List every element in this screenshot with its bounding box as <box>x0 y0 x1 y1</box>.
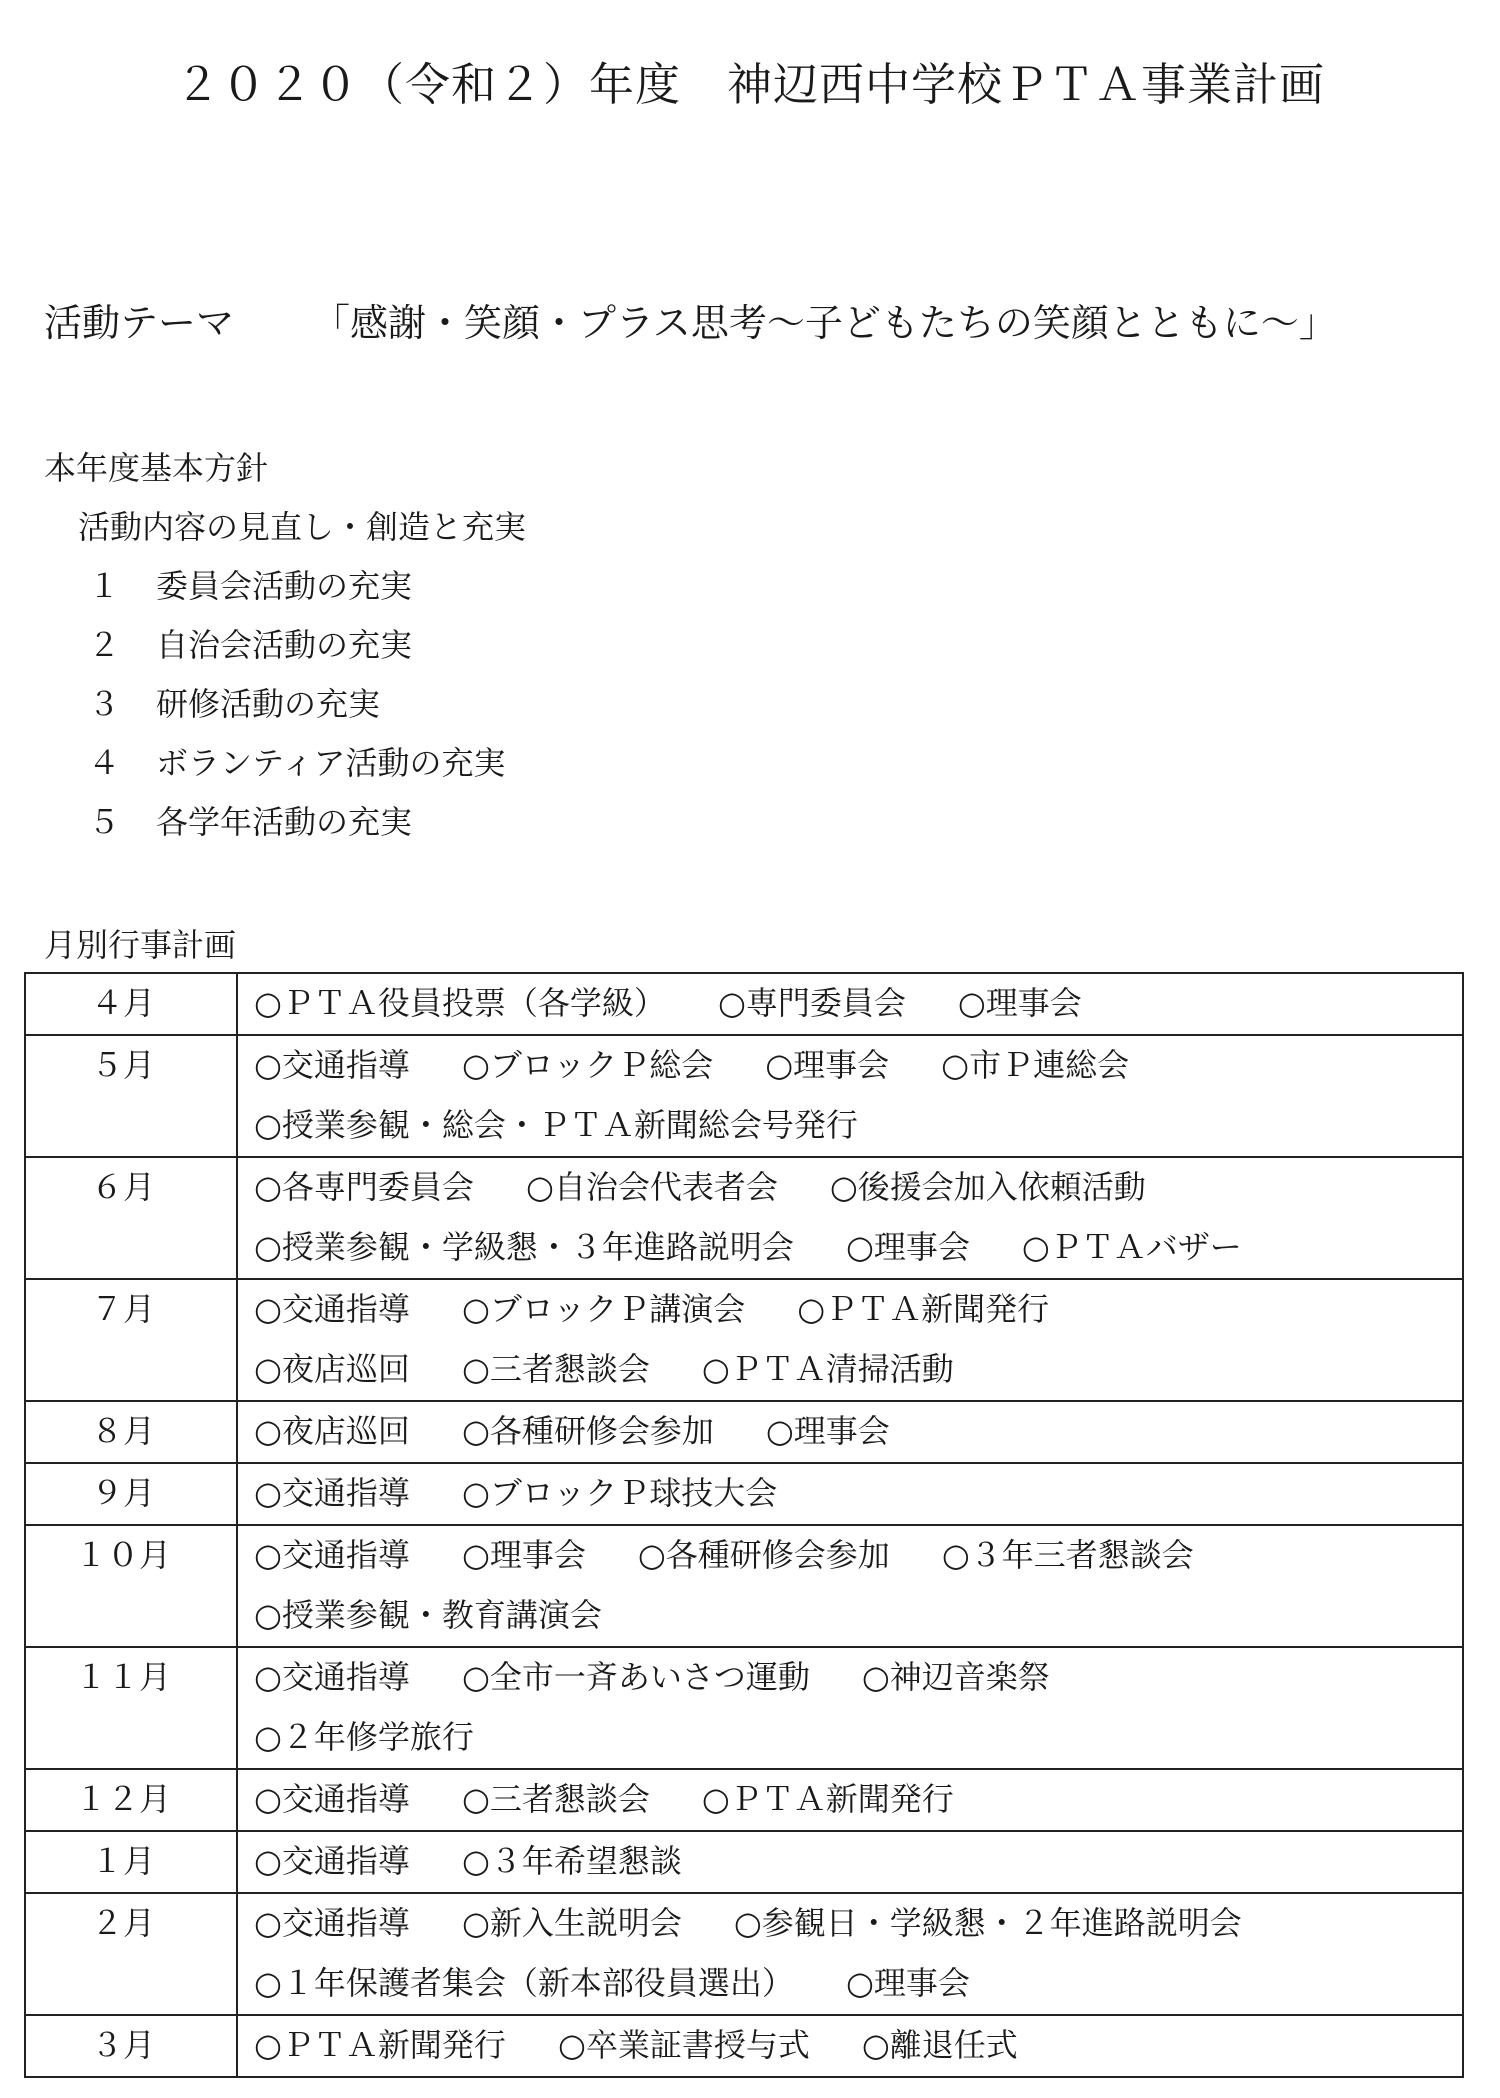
event-item: ○新入生説明会 <box>461 1904 682 1942</box>
event-line <box>254 974 1462 1034</box>
event-item: ○ＰＴＡ役員投票（各学級） <box>254 984 666 1022</box>
policy-item <box>44 625 526 684</box>
monthly-plan-heading: 月別行事計画 <box>44 926 237 964</box>
month-row <box>25 1769 1463 1831</box>
activity-theme <box>44 292 1337 347</box>
event-item: ○ＰＴＡ清掃活動 <box>701 1350 954 1388</box>
event-line <box>254 1648 1462 1708</box>
theme-label: 活動テーマ <box>44 301 235 345</box>
event-item: ○各専門委員会 <box>254 1168 474 1206</box>
event-item: ○交通指導 <box>254 1290 410 1328</box>
policy-item-text: 各学年活動の充実 <box>156 803 413 841</box>
event-item: ○卒業証書授与式 <box>557 2026 810 2064</box>
policy-item-number: ３ <box>88 685 121 723</box>
policy-item <box>44 743 526 802</box>
document-title: ２０２０（令和２）年度 神辺西中学校ＰＴＡ事業計画 <box>174 58 1325 111</box>
policy-item <box>44 802 526 861</box>
theme-text: 「感謝・笑顔・プラス思考～子どもたちの笑顔とともに～」 <box>312 301 1337 345</box>
event-line <box>254 1036 1462 1096</box>
policy-item-text: 研修活動の充実 <box>156 685 381 723</box>
event-line <box>254 1586 1462 1646</box>
event-item: ○交通指導 <box>254 1046 410 1084</box>
event-item: ○参観日・学級懇・２年進路説明会 <box>733 1904 1242 1942</box>
policy-item-number: ２ <box>88 626 121 664</box>
month-row <box>25 1035 1463 1157</box>
event-item: ○授業参観・学級懇・３年進路説明会 <box>254 1228 794 1266</box>
month-label: １０月 <box>25 1525 237 1647</box>
event-item: ○三者懇談会 <box>461 1350 650 1388</box>
month-row <box>25 1647 1463 1769</box>
monthly-events-table <box>24 972 1464 2078</box>
event-item: ○交通指導 <box>254 1780 410 1818</box>
policy-item-number: ４ <box>88 744 121 782</box>
event-item: ○各種研修会参加 <box>461 1412 714 1450</box>
month-label: １１月 <box>25 1647 237 1769</box>
event-item: ○交通指導 <box>254 1842 410 1880</box>
event-item: ○ブロックＰ総会 <box>461 1046 714 1084</box>
event-line <box>254 1526 1462 1586</box>
event-item: ○３年希望懇談 <box>461 1842 682 1880</box>
event-item: ○理事会 <box>765 1046 890 1084</box>
event-item: ○２年修学旅行 <box>254 1718 474 1756</box>
month-row <box>25 1279 1463 1401</box>
event-line <box>254 1708 1462 1768</box>
month-label: １２月 <box>25 1769 237 1831</box>
event-item: ○交通指導 <box>254 1536 410 1574</box>
event-item: ○ＰＴＡ新聞発行 <box>797 1290 1050 1328</box>
event-item: ○理事会 <box>845 1228 970 1266</box>
month-events <box>237 1035 1463 1157</box>
month-label: ７月 <box>25 1279 237 1401</box>
policy-item-number: ５ <box>88 803 121 841</box>
month-row <box>25 1893 1463 2015</box>
event-item: ○夜店巡回 <box>254 1412 410 1450</box>
event-item: ○ＰＴＡバザー <box>1021 1228 1242 1266</box>
event-item: ○ブロックＰ講演会 <box>461 1290 746 1328</box>
event-item: ○１年保護者集会（新本部役員選出） <box>254 1964 794 2002</box>
month-label: ６月 <box>25 1157 237 1279</box>
event-item: ○交通指導 <box>254 1474 410 1512</box>
policy-heading: 本年度基本方針 <box>44 449 269 487</box>
policy-item-number: １ <box>88 567 121 605</box>
month-row <box>25 1525 1463 1647</box>
month-row <box>25 2015 1463 2077</box>
event-line <box>254 1954 1462 2014</box>
event-line <box>254 2016 1462 2076</box>
event-line <box>254 1340 1462 1400</box>
month-events <box>237 1647 1463 1769</box>
event-item: ○理事会 <box>845 1964 970 2002</box>
event-line <box>254 1218 1462 1278</box>
month-events <box>237 2015 1463 2077</box>
event-item: ○市Ｐ連総会 <box>941 1046 1130 1084</box>
event-item: ○全市一斉あいさつ運動 <box>461 1658 810 1696</box>
event-item: ○３年三者懇談会 <box>941 1536 1194 1574</box>
event-item: ○専門委員会 <box>717 984 906 1022</box>
month-row <box>25 1463 1463 1525</box>
month-events <box>237 1401 1463 1463</box>
month-events <box>237 973 1463 1035</box>
month-label: ４月 <box>25 973 237 1035</box>
month-label: ２月 <box>25 1893 237 2015</box>
month-events <box>237 1769 1463 1831</box>
month-label: ８月 <box>25 1401 237 1463</box>
month-events <box>237 1525 1463 1647</box>
basic-policy <box>44 448 526 861</box>
event-item: ○授業参観・教育講演会 <box>254 1596 602 1634</box>
event-line <box>254 1280 1462 1340</box>
month-row <box>25 973 1463 1035</box>
month-events <box>237 1463 1463 1525</box>
event-item: ○自治会代表者会 <box>525 1168 778 1206</box>
policy-item-text: ボランティア活動の充実 <box>156 744 506 782</box>
policy-item-text: 委員会活動の充実 <box>156 567 413 605</box>
event-item: ○ＰＴＡ新聞発行 <box>254 2026 506 2064</box>
month-label: １月 <box>25 1831 237 1893</box>
event-item: ○夜店巡回 <box>254 1350 410 1388</box>
month-row <box>25 1157 1463 1279</box>
event-item: ○後援会加入依頼活動 <box>829 1168 1146 1206</box>
event-item: ○ブロックＰ球技大会 <box>461 1474 778 1512</box>
events-table-body <box>25 973 1463 2077</box>
event-line <box>254 1770 1462 1830</box>
event-line <box>254 1832 1462 1892</box>
event-item: ○理事会 <box>765 1412 890 1450</box>
event-item: ○各種研修会参加 <box>637 1536 890 1574</box>
event-line <box>254 1894 1462 1954</box>
event-line <box>254 1096 1462 1156</box>
event-item: ○離退任式 <box>861 2026 1018 2064</box>
event-item: ○理事会 <box>957 984 1082 1022</box>
event-line <box>254 1464 1462 1524</box>
month-label: ３月 <box>25 2015 237 2077</box>
event-item: ○授業参観・総会・ＰＴＡ新聞総会号発行 <box>254 1106 858 1144</box>
month-label: ５月 <box>25 1035 237 1157</box>
event-item: ○交通指導 <box>254 1658 410 1696</box>
policy-item-text: 自治会活動の充実 <box>156 626 413 664</box>
month-label: ９月 <box>25 1463 237 1525</box>
month-row <box>25 1401 1463 1463</box>
event-item: ○交通指導 <box>254 1904 410 1942</box>
policy-subheading: 活動内容の見直し・創造と充実 <box>78 508 527 546</box>
policy-item <box>44 566 526 625</box>
event-item: ○理事会 <box>461 1536 586 1574</box>
policy-item <box>44 684 526 743</box>
month-events <box>237 1279 1463 1401</box>
event-line <box>254 1402 1462 1462</box>
month-events <box>237 1157 1463 1279</box>
event-item: ○ＰＴＡ新聞発行 <box>701 1780 954 1818</box>
month-events <box>237 1893 1463 2015</box>
month-events <box>237 1831 1463 1893</box>
month-row <box>25 1831 1463 1893</box>
event-item: ○神辺音楽祭 <box>861 1658 1050 1696</box>
event-item: ○三者懇談会 <box>461 1780 650 1818</box>
event-line <box>254 1158 1462 1218</box>
